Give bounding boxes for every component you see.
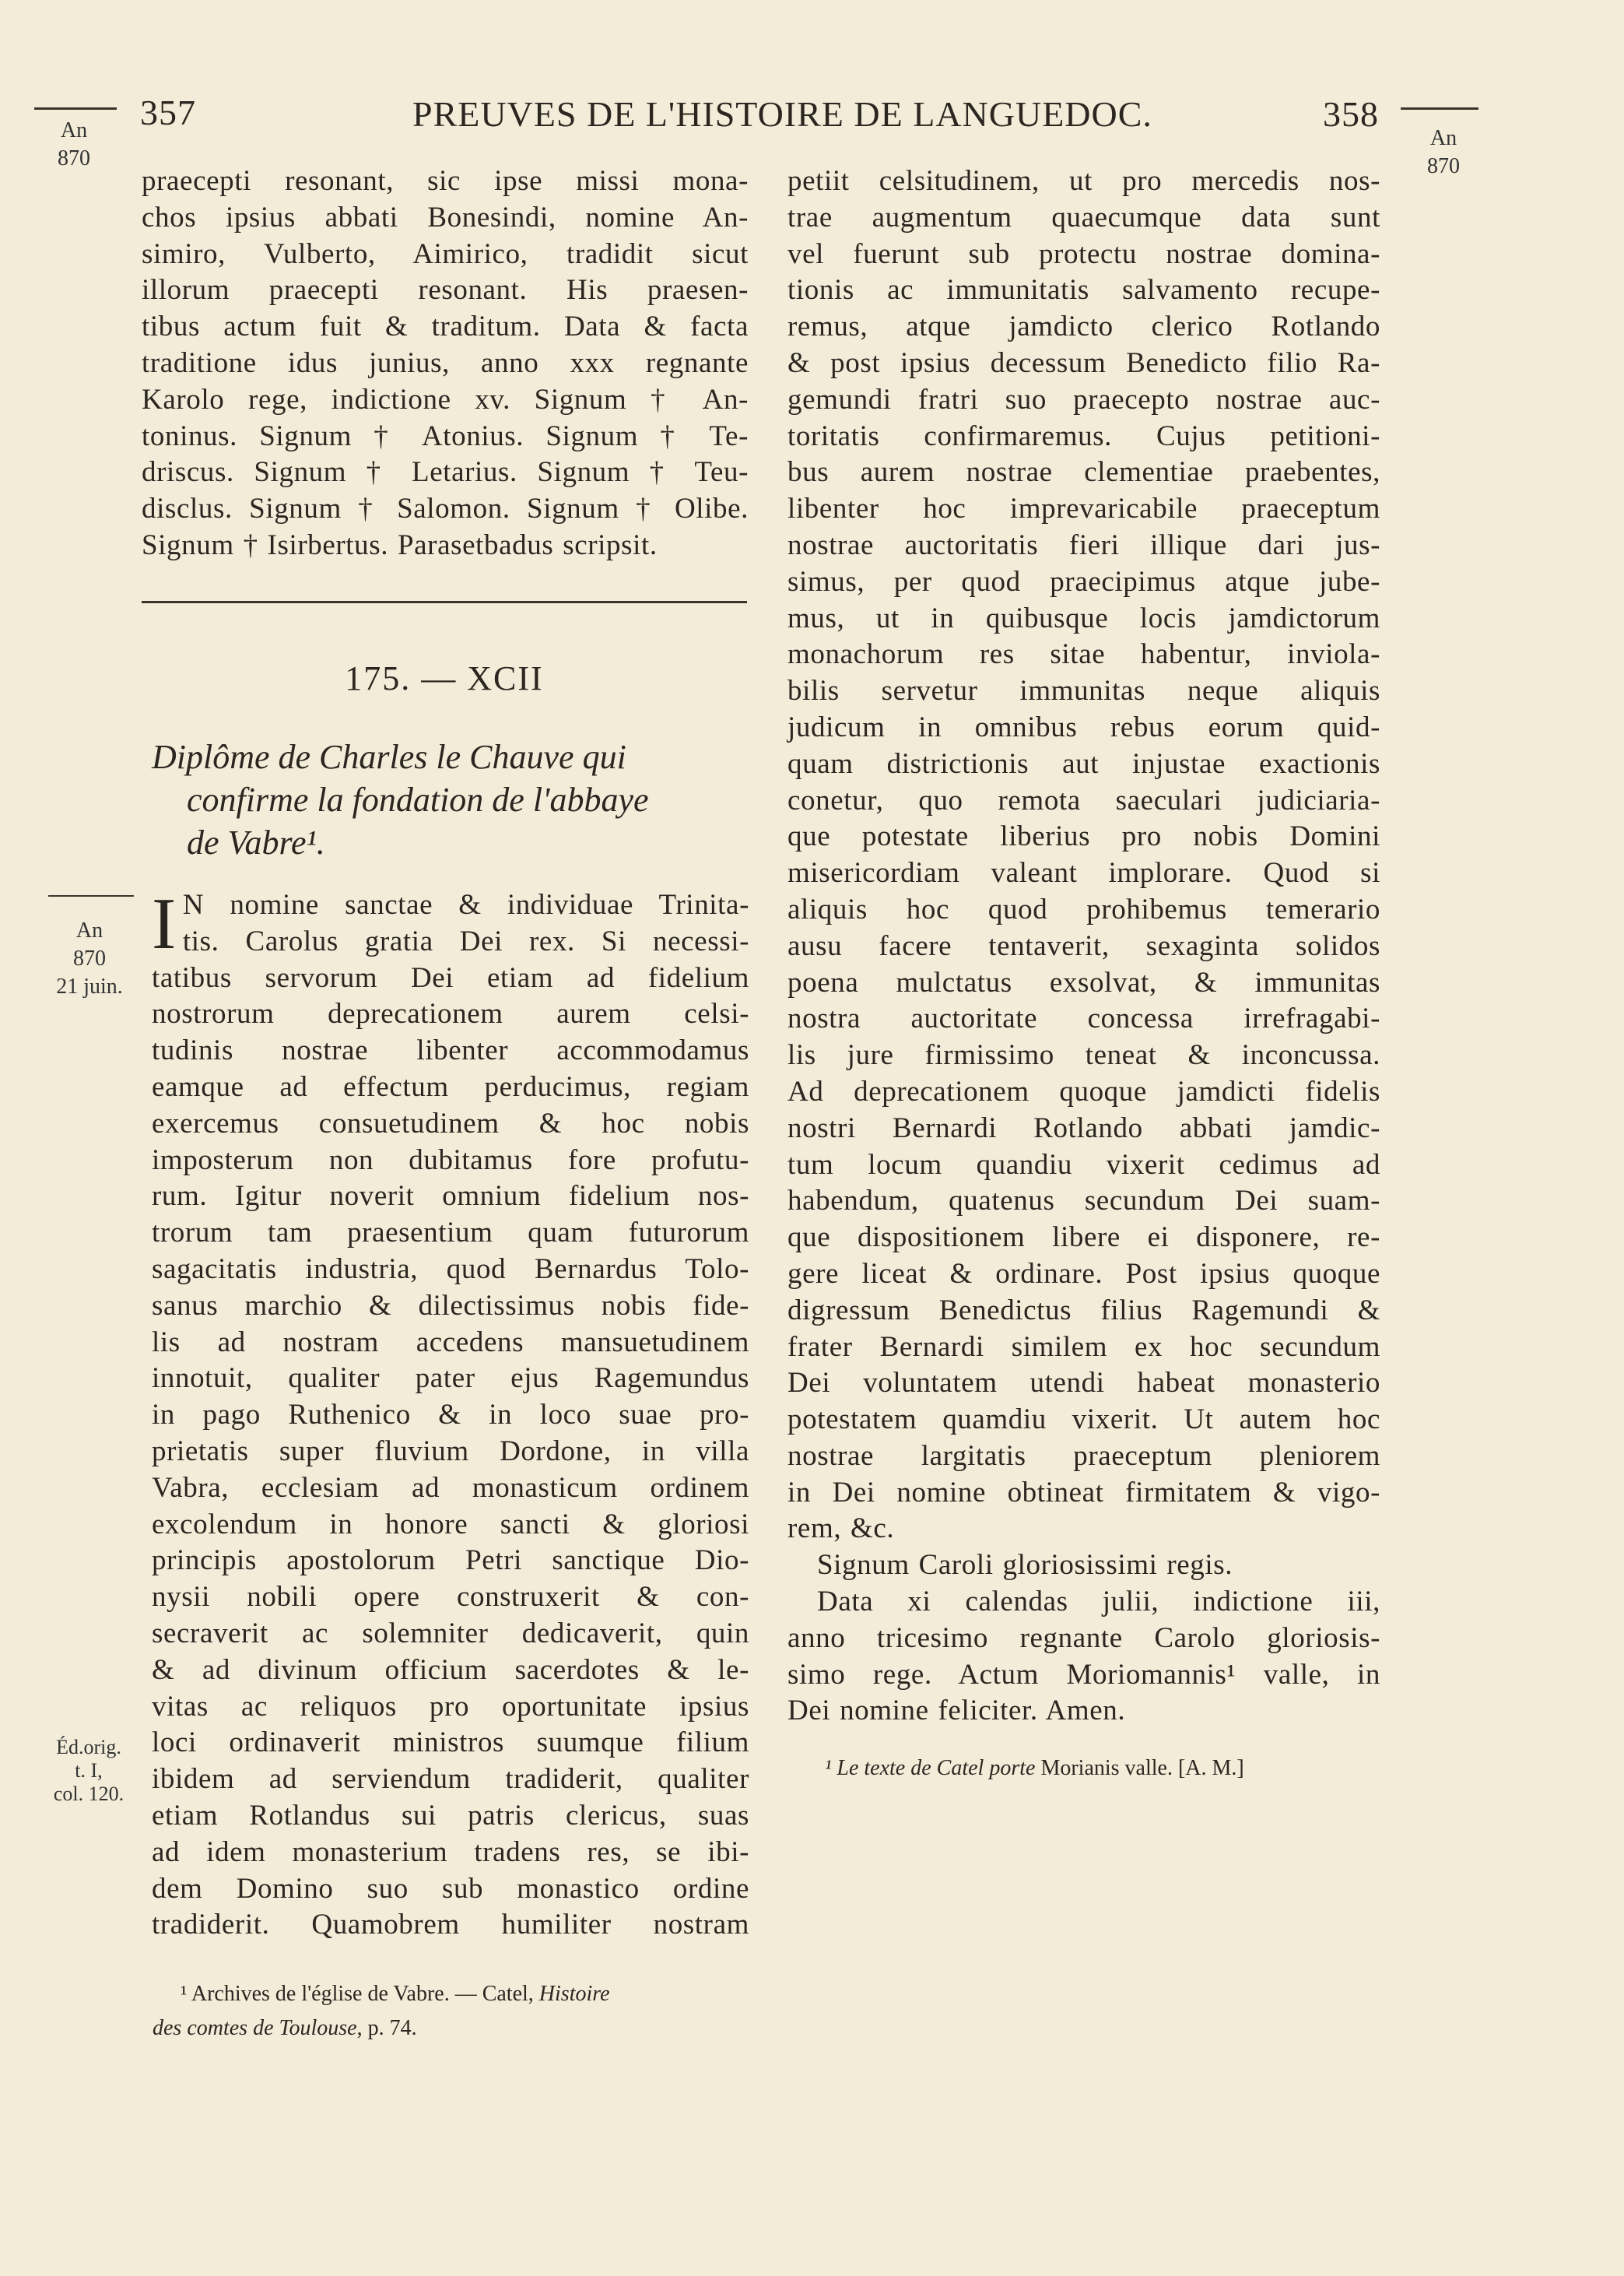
text-line: nostra auctoritate concessa irrefragabi- — [787, 1003, 1380, 1035]
margin-year: 870 — [58, 146, 90, 170]
text-line: prietatis super fluvium Dordone, in villa — [152, 1435, 749, 1467]
text-line: misericordiam valeant implorare. Quod si — [787, 857, 1380, 890]
text-line: N nomine sanctae & individuae Trinita- — [182, 889, 749, 921]
text-line: remus, atque jamdicto clerico Rotlando — [787, 311, 1380, 343]
margin-an: An — [75, 918, 103, 943]
title-line-2: confirme la fondation de l'abbaye — [187, 781, 649, 819]
document-title — [152, 736, 759, 864]
text-line: bilis servetur immunitas neque aliquis — [787, 675, 1380, 708]
text-line: lis jure firmissimo teneat & inconcussa. — [787, 1039, 1380, 1072]
text-line: simiro, Vulberto, Aimirico, tradidit sicut — [142, 237, 749, 270]
margin-rule-doc — [48, 895, 134, 897]
text-line: petiit celsitudinem, ut pro mercedis nos- — [787, 165, 1380, 197]
text-line: mus, ut in quibusque locis jamdictorum — [787, 602, 1380, 634]
footnote-left-italic-2: des comtes de Toulouse — [153, 2016, 357, 2040]
text-line: sanus marchio & dilectissimus nobis fide- — [152, 1289, 749, 1322]
text-line: simo rege. Actum Moriomannis¹ valle, in — [787, 1658, 1380, 1691]
left-body-lines — [152, 883, 749, 1944]
footnote-left — [153, 1977, 756, 2046]
text-line: frater Bernardi similem ex hoc secundum — [787, 1330, 1380, 1363]
text-line: in pago Ruthenico & in loco suae pro- — [152, 1399, 749, 1431]
running-title: PREUVES DE L'HISTOIRE DE LANGUEDOC. — [412, 94, 1152, 134]
text-line: nysii nobili opere construxerit & con- — [152, 1581, 749, 1614]
text-line: trae augmentum quaecumque data sunt — [787, 201, 1380, 234]
margin-doc-date — [43, 917, 136, 1001]
text-line: loci ordinaverit ministros suumque filium — [152, 1726, 749, 1759]
footnote-right-italic: ¹ Le texte de Catel porte — [825, 1756, 1041, 1780]
text-line: chos ipsius abbati Bonesindi, nomine An- — [142, 201, 749, 234]
text-line: innotuit, qualiter pater ejus Ragemundus — [152, 1362, 749, 1395]
header-rule-right — [1401, 107, 1478, 110]
text-line: exercemus consuetudinem & hoc nobis — [152, 1107, 749, 1140]
text-line: illorum praecepti resonant. His praesen- — [142, 274, 749, 307]
margin-edition-reference — [42, 1736, 135, 1806]
text-line: Dei voluntatem utendi habeat monasterio — [787, 1367, 1380, 1400]
text-line: trorum tam praesentium quam futurorum — [152, 1217, 749, 1249]
text-line: praecepti resonant, sic ipse missi mona- — [142, 165, 749, 197]
text-line: potestatem quamdiu vixerit. Ut autem hoc — [787, 1403, 1380, 1436]
text-line: Dei nomine feliciter. Amen. — [787, 1695, 1126, 1727]
footnote-left-text-1: ¹ Archives de l'église de Vabre. — Catel, — [181, 1982, 539, 2006]
text-line: rem, &c. — [787, 1512, 895, 1545]
text-line: lis ad nostram accedens mansuetudinem — [152, 1326, 749, 1358]
text-line: nostri Bernardi Rotlando abbati jamdic- — [787, 1112, 1380, 1144]
text-line: Ad deprecationem quoque jamdicti fidelis — [787, 1075, 1380, 1108]
margin-year-top-right — [1408, 125, 1478, 181]
right-column-body — [787, 163, 1380, 1730]
footnote-right — [825, 1751, 1385, 1786]
title-line-3: de Vabre¹. — [187, 824, 325, 862]
section-separator — [142, 601, 747, 603]
text-line: ad idem monasterium tradens res, se ibi- — [152, 1835, 749, 1868]
text-line: poena mulctatus exsolvat, & immunitas — [787, 966, 1380, 999]
text-line: Data xi calendas julii, indictione iii, — [817, 1586, 1380, 1618]
margin-ed-orig: Éd.orig. — [56, 1736, 121, 1758]
footnote-left-text-2: , p. 74. — [356, 2016, 417, 2040]
margin-an: An — [1429, 126, 1457, 150]
text-line: & post ipsius decessum Benedicto filio Ra- — [787, 346, 1380, 379]
header-rule-left — [34, 107, 117, 110]
text-line: tionis ac immunitatis salvamento recupe- — [787, 274, 1380, 307]
text-line: imposterum non dubitamus fore profutu- — [152, 1143, 749, 1176]
margin-an: An — [60, 118, 88, 142]
text-line: tradiderit. Quamobrem humiliter nostram — [152, 1909, 749, 1941]
text-line: in Dei nomine obtineat firmitatem & vigo- — [787, 1476, 1380, 1509]
text-line: vitas ac reliquos pro oportunitate ipsius — [152, 1690, 749, 1723]
text-line: principis apostolorum Petri sanctique Dio- — [152, 1544, 749, 1577]
text-line: etiam Rotlandus sui patris clericus, suas — [152, 1799, 749, 1832]
document-number: 175. — XCII — [345, 659, 544, 697]
data-lines — [787, 1584, 1380, 1730]
margin-year-top-left — [39, 117, 109, 173]
text-line: disclus. Signum † Salomon. Signum † Olibe. — [142, 493, 749, 525]
text-line: Karolo rege, indictione xv. Signum † An- — [142, 383, 749, 416]
text-line: sagacitatis industria, quod Bernardus Tolo- — [152, 1252, 749, 1285]
text-line: driscus. Signum † Letarius. Signum † Teu- — [142, 456, 749, 489]
text-line: rum. Igitur noverit omnium fidelium nos- — [152, 1180, 749, 1213]
title-line-1: Diplôme de Charles le Chauve qui — [152, 738, 626, 776]
footnote-left-italic-1: Histoire — [538, 1982, 610, 2006]
text-line: gemundi fratri suo praecepto nostrae auc- — [787, 383, 1380, 416]
text-line: Signum † Isirbertus. Parasetbadus scripsit. — [142, 529, 658, 561]
text-line: tudinis nostrae libenter accommodamus — [152, 1034, 749, 1067]
text-line: simus, per quod praecipimus atque jube- — [787, 565, 1380, 598]
page-number-right: 358 — [1323, 94, 1379, 134]
text-line: nostrae auctoritatis fieri illique dari jus- — [787, 529, 1380, 561]
text-line: que potestate liberius pro nobis Domini — [787, 820, 1380, 853]
text-line: conetur, quo remota saeculari judiciaria- — [787, 784, 1380, 817]
text-line: tibus actum fuit & traditum. Data & facta — [142, 311, 749, 343]
text-line: nostrae largitatis praeceptum pleniorem — [787, 1439, 1380, 1472]
text-line: tis. Carolus gratia Dei rex. Si necessi- — [182, 925, 749, 957]
text-line: toritatis confirmaremus. Cujus petitioni- — [787, 420, 1380, 452]
text-line: gere liceat & ordinare. Post ipsius quoque — [787, 1257, 1380, 1290]
margin-year: 870 — [73, 947, 106, 971]
text-line: toninus. Signum † Atonius. Signum † Te- — [142, 420, 749, 452]
margin-tome: t. I, — [75, 1759, 103, 1782]
right-body-lines — [787, 163, 1380, 1547]
left-column-body — [152, 883, 749, 1944]
drop-cap: I — [152, 883, 177, 964]
text-line: anno tricesimo regnante Carolo gloriosis- — [787, 1621, 1380, 1654]
text-line: tum locum quandiu vixerit cedimus ad — [787, 1148, 1380, 1181]
text-line: monachorum res sitae habentur, inviola- — [787, 638, 1380, 671]
text-line: nostrorum deprecationem aurem celsi- — [152, 998, 749, 1031]
text-line: & ad divinum officium sacerdotes & le- — [152, 1653, 749, 1686]
text-line: ausu facere tentaverit, sexaginta solidos — [787, 929, 1380, 962]
text-line: bus aurem nostrae clementiae praebentes, — [787, 456, 1380, 489]
text-line: habendum, quatenus secundum Dei suam- — [787, 1185, 1380, 1217]
margin-date: 21 juin. — [56, 975, 123, 999]
margin-year: 870 — [1427, 154, 1460, 178]
left-column-continuation — [142, 163, 749, 564]
text-line: Vabra, ecclesiam ad monasticum ordinem — [152, 1471, 749, 1504]
margin-column: col. 120. — [53, 1783, 125, 1805]
signum-line: Signum Caroli gloriosissimi regis. — [817, 1549, 1233, 1582]
text-line: digressum Benedictus filius Ragemundi & — [787, 1294, 1380, 1326]
text-line: vel fuerunt sub protectu nostrae domina- — [787, 237, 1380, 270]
text-line: traditione idus junius, anno xxx regnante — [142, 346, 749, 379]
text-line: que dispositionem libere ei disponere, re- — [787, 1221, 1380, 1254]
text-line: aliquis hoc quod prohibemus temerario — [787, 893, 1380, 926]
footnote-right-text: Morianis valle. [A. M.] — [1040, 1756, 1244, 1780]
text-line: libenter hoc imprevaricabile praeceptum — [787, 493, 1380, 525]
page-number-left: 357 — [140, 93, 196, 132]
text-line: excolendum in honore sancti & gloriosi — [152, 1508, 749, 1540]
text-line: tatibus servorum Dei etiam ad fidelium — [152, 961, 749, 994]
text-line: ibidem ad serviendum tradiderit, qualiter — [152, 1763, 749, 1796]
text-line: eamque ad effectum perducimus, regiam — [152, 1070, 749, 1103]
text-line: dem Domino suo sub monastico ordine — [152, 1872, 749, 1905]
text-line: quam districtionis aut injustae exactionis — [787, 747, 1380, 780]
text-line: secraverit ac solemniter dedicaverit, quin — [152, 1617, 749, 1649]
text-line: judicum in omnibus rebus eorum quid- — [787, 711, 1380, 743]
